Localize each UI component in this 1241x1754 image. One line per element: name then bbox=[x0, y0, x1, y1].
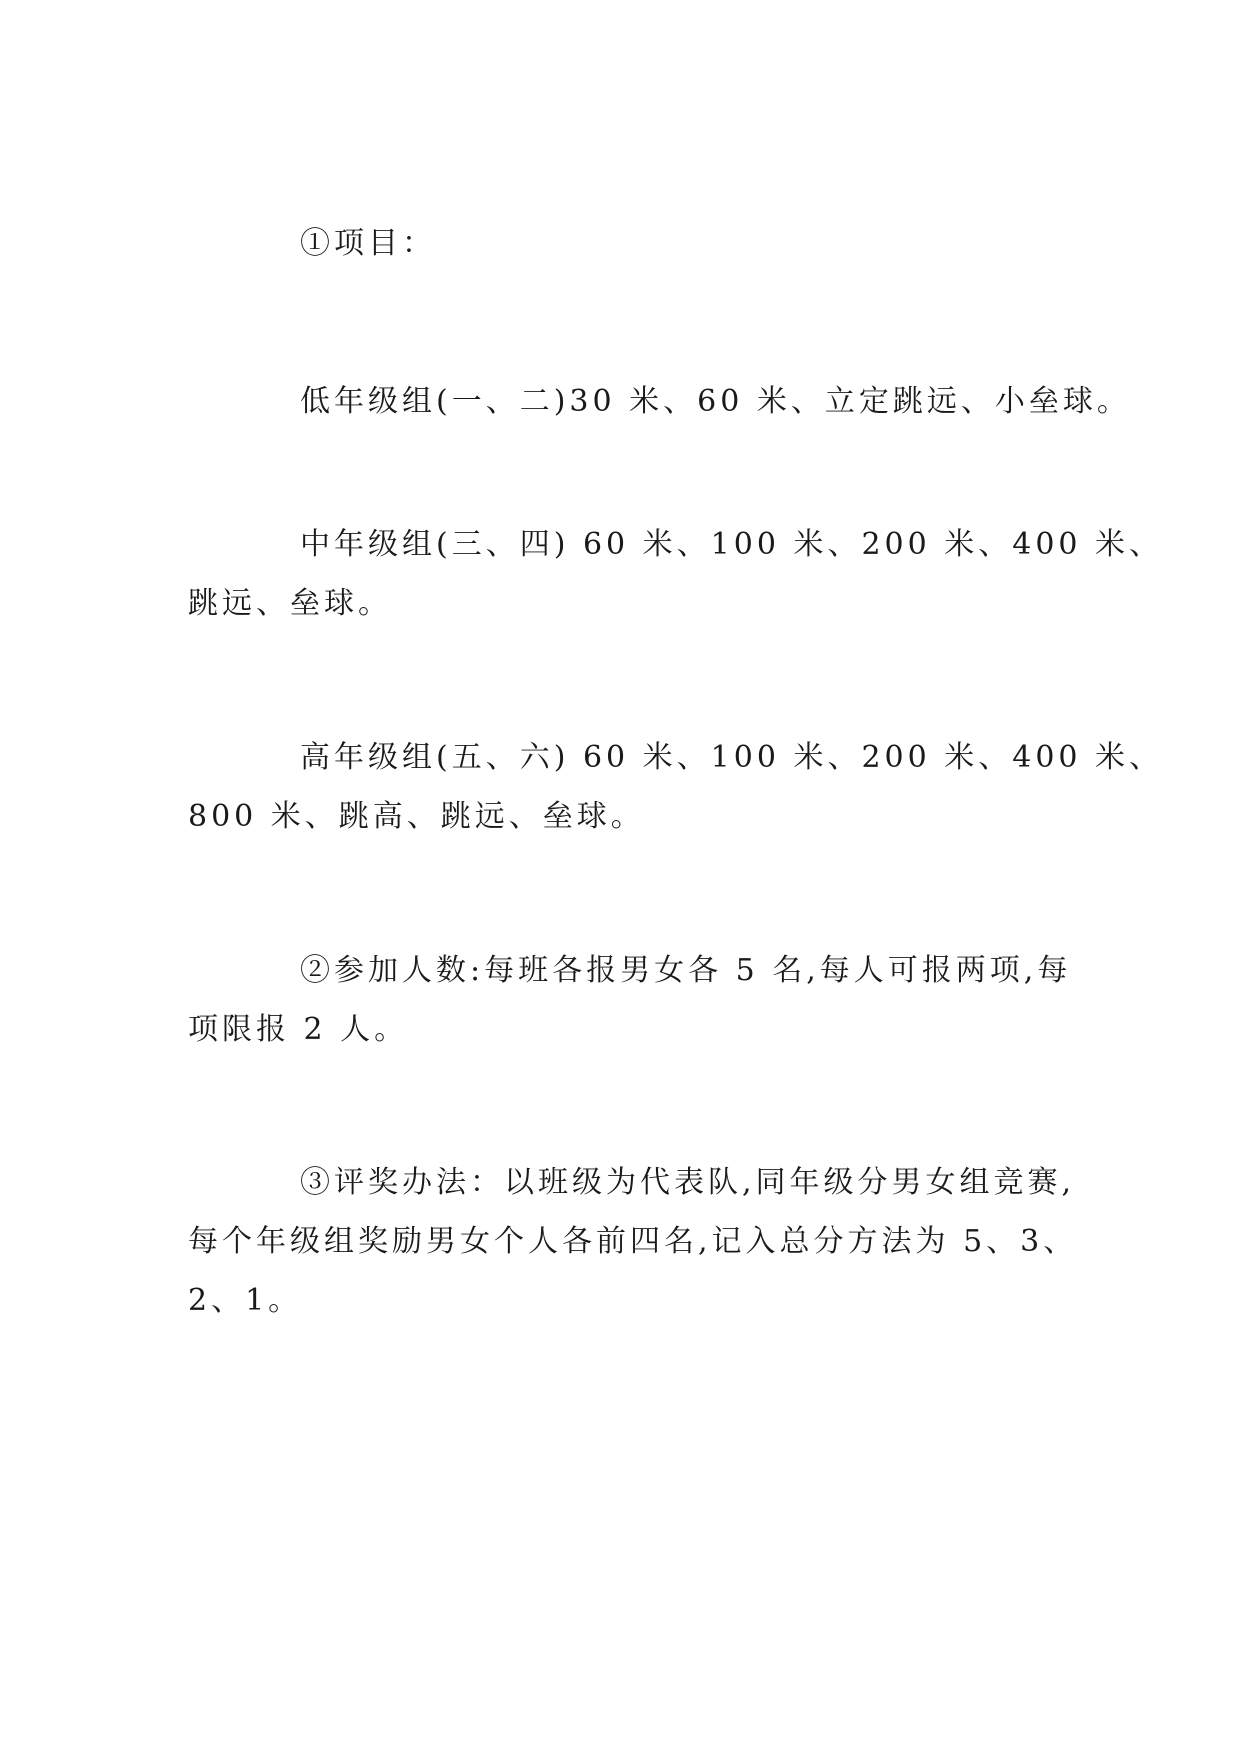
paragraph-line bbox=[188, 1153, 1076, 1212]
line-text: 2、1。 bbox=[188, 1283, 303, 1318]
line-text: ③评奖办法：以班级为代表队,同年级分男女组竞赛, bbox=[300, 1165, 1076, 1200]
line-text: 800 米、跳高、跳远、垒球。 bbox=[188, 799, 645, 834]
line-text: 中年级组(三、四) 60 米、100 米、200 米、400 米、 bbox=[300, 527, 1164, 562]
line-text: 项限报 2 人。 bbox=[188, 1012, 409, 1047]
line-text: ①项目： bbox=[300, 226, 436, 261]
paragraph-middle-grade bbox=[188, 515, 1164, 633]
line-text: 高年级组(五、六) 60 米、100 米、200 米、400 米、 bbox=[300, 740, 1164, 775]
line-text: 低年级组(一、二)30 米、60 米、立定跳远、小垒球。 bbox=[300, 384, 1131, 419]
paragraph-awards bbox=[188, 1153, 1078, 1330]
paragraph-line bbox=[188, 728, 1164, 787]
paragraph-line bbox=[188, 372, 1131, 431]
paragraph-line bbox=[188, 515, 1164, 574]
paragraph-line bbox=[188, 787, 1068, 846]
paragraph-line bbox=[188, 1212, 1078, 1271]
paragraph-items-heading bbox=[188, 214, 1068, 273]
paragraph-line bbox=[188, 574, 1068, 633]
paragraph-upper-grade bbox=[188, 728, 1164, 846]
line-text: 每个年级组奖励男女个人各前四名,记入总分方法为 5、3、 bbox=[188, 1224, 1078, 1259]
paragraph-participants bbox=[188, 941, 1072, 1059]
paragraph-lower-grade bbox=[188, 372, 1131, 431]
line-text: ②参加人数:每班各报男女各 5 名,每人可报两项,每 bbox=[300, 953, 1072, 988]
paragraph-line bbox=[188, 1000, 1068, 1059]
paragraph-line bbox=[188, 1271, 1068, 1330]
paragraph-line bbox=[188, 214, 1068, 273]
paragraph-line bbox=[188, 941, 1072, 1000]
line-text: 跳远、垒球。 bbox=[188, 586, 392, 621]
